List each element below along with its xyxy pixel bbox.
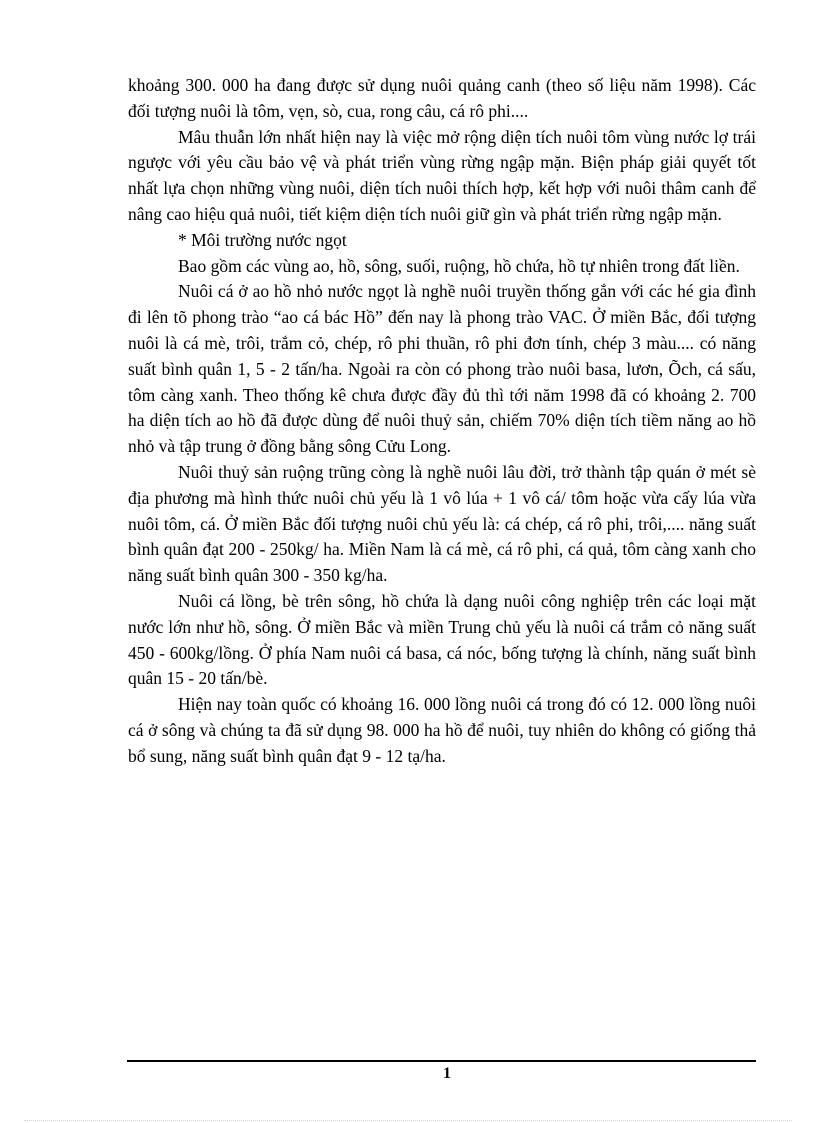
paragraph-rice-field-farming: Nuôi thuỷ sản ruộng trũng còng là nghề nuôi lâu đời, trở thành tập quán ở mét sè địa phương mà hình thức nuôi chủ yếu là 1 vô lúa + 1 vô cá/ tôm hoặc vừa cấy lúa vừa nuôi tôm, cá. Ở miền Bắc đối tượng nuôi chủ yếu là: cá chép, cá rô phi, trôi,.... năng suất bình quân đạt 200 - 250kg/ ha. Miền Nam là cá mè, cá rô phi, cá quả, tôm càng xanh cho năng suất bình quân 300 - 350 kg/ha. (128, 461, 756, 586)
paragraph-brackish-water-conflict: Mâu thuẫn lớn nhất hiện nay là việc mở rộng diện tích nuôi tôm vùng nước lợ trái ngược với yêu cầu bảo vệ và phát triển vùng rừng ngập mặn. Biện pháp giải quyết tốt nhất lựa chọn những vùng nuôi, diện tích nuôi thích hợp, kết hợp với nuôi thâm canh để nâng cao hiệu quả nuôi, tiết kiệm diện tích nuôi giữ gìn và phát triển rừng ngập mặn. (128, 126, 756, 224)
paragraph-freshwater-areas: Bao gồm các vùng ao, hồ, sông, suối, ruộng, hồ chứa, hồ tự nhiên trong đất liền. (178, 255, 740, 276)
paragraph-cage-farming: Nuôi cá lồng, bè trên sông, hồ chứa là dạng nuôi công nghiệp trên các loại mặt nước lớn như hồ, sông. Ở miền Bắc và miền Trung chủ yếu là nuôi cá trắm cỏ năng suất 450 - 600kg/lồng. Ở phía Nam nuôi cá basa, cá nóc, bống tượng là chính, năng suất bình quân 15 - 20 tấn/bè. (128, 590, 756, 689)
footer-divider (127, 1060, 756, 1062)
paragraph-national-statistics: Hiện nay toàn quốc có khoảng 16. 000 lồng nuôi cá trong đó có 12. 000 lồng nuôi cá ở sông và chúng ta đã sử dụng 98. 000 ha hồ để nuôi, tuy nhiên do không có giống thả bổ sung, năng suất bình quân đạt 9 - 12 tạ/ha. (128, 694, 756, 766)
body-text (128, 73, 756, 770)
page-number: 1 (443, 1065, 451, 1082)
section-heading-freshwater: * Môi trường nước ngọt (178, 229, 347, 250)
paragraph-pond-farming: Nuôi cá ở ao hồ nhỏ nước ngọt là nghề nuôi truyền thống gắn với các hé gia đình đi lên tõ phong trào “ao cá bác Hồ” đến nay là phong trào VAC. Ở miền Bắc, đối tượng nuôi là cá mè, trôi, trắm cỏ, chép, rô phi thuần, rô phi đơn tính, chép 3 màu.... có năng suất bình quân 1, 5 - 2 tấn/ha. Ngoài ra còn có phong trào nuôi basa, lươn, Õch, cá sấu, tôm càng xanh. Theo thống kê chưa được đầy đủ thì tới năm 1998 đã có khoảng 2. 700 ha diện tích ao hồ đã được dùng để nuôi thuỷ sản, chiếm 70% diện tích tiềm năng ao hồ nhỏ và tập trung ở đồng bằng sông Cửu Long. (128, 281, 756, 457)
paragraph-continuation: khoảng 300. 000 ha đang được sử dụng nuôi quảng canh (theo số liệu năm 1998). Các đối tượng nuôi là tôm, vẹn, sò, cua, rong câu, cá rô phi.... (128, 75, 756, 121)
page-bottom-border (24, 1120, 792, 1121)
